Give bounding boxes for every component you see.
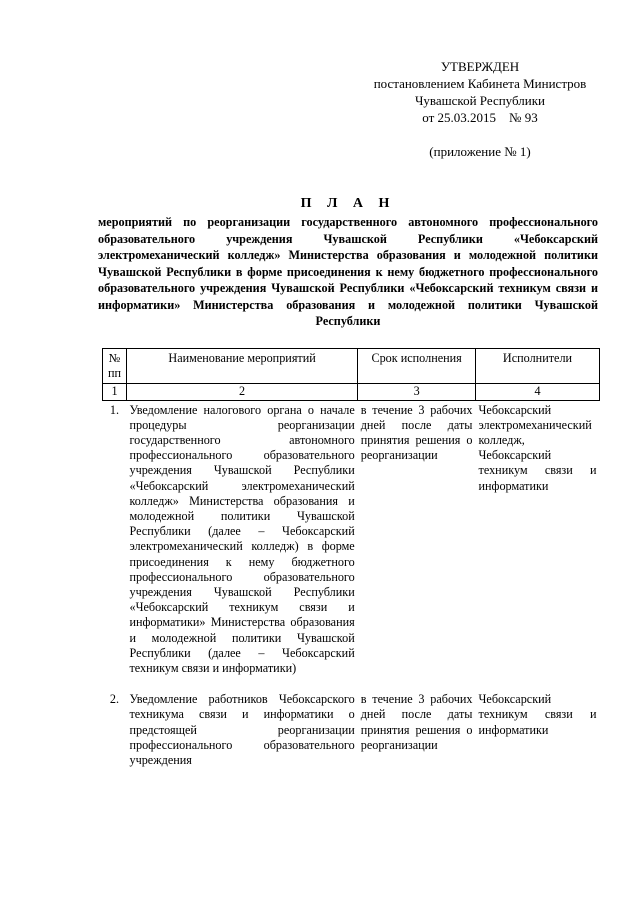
column-number: 3 — [358, 384, 476, 400]
row-executor: Чебоксарский электромеханический колледж, Чебоксарский техникум связи и информатики — [478, 402, 597, 493]
approval-date-number: от 25.03.2015 № 93 — [422, 110, 538, 125]
column-number: 2 — [126, 384, 357, 400]
plan-subtitle: мероприятий по реорганизации государственного автономного профессионального образовательного учреждения Чувашской Республики «Чебоксарский электромеханический колледж» Министерства образования и молодежной политики Чувашской Республики в форме присоединения к нему бюджетного профессионального образовательного учреждения Чувашской Республики «Чебоксарский техникум связи и информатики» Министерства образования и молодежной политики Чувашской Республики — [98, 215, 598, 328]
column-number-row — [103, 384, 600, 400]
header-activity: Наименование мероприятий — [126, 349, 357, 384]
plan-title: П Л А Н — [300, 196, 396, 211]
header-deadline: Срок исполнения — [358, 349, 476, 384]
annex-label: (приложение № 1) — [429, 144, 531, 159]
plan-table — [102, 348, 600, 770]
table-row — [103, 400, 600, 678]
row-activity: Уведомление налогового органа о начале процедуры реорганизации государственного автономного профессионального образовательного учреждения Чувашской Республики «Чебоксарский электромеханический колледж» Министерства образования и молодежной политики Чувашской Республики (далее – Чебоксарский электромеханический колледж) в форме присоединения к нему бюджетного профессионального образовательного учреждения Чувашской Республики «Чебоксарский техникум связи и информатики» Министерства образования и молодежной политики Чувашской Республики (далее – Чебоксарский техникум связи и информатики) — [129, 402, 355, 676]
table-row — [103, 690, 600, 770]
column-number: 1 — [103, 384, 127, 400]
row-activity: Уведомление работников Чебоксарского техникума связи и информатики о предстоящей реорганизации профессионального образовательного учреждения — [129, 692, 355, 768]
header-executor: Исполнители — [476, 349, 600, 384]
row-number: 2. — [109, 692, 120, 707]
approval-republic: Чувашской Республики — [414, 93, 546, 108]
row-executor: Чебоксарский техникум связи и информатики — [478, 692, 597, 737]
row-deadline: в течение 3 рабочих дней после даты принятия решения о реорганизации — [360, 402, 473, 463]
table-header-row — [103, 349, 600, 384]
header-number: № пп — [103, 349, 127, 384]
approval-heading: УТВЕРЖДЕН — [440, 59, 520, 74]
row-deadline: в течение 3 рабочих дней после даты принятия решения о реорганизации — [360, 692, 473, 752]
column-number: 4 — [476, 384, 600, 400]
approval-authority: постановлением Кабинета Министров — [373, 76, 587, 91]
approval-stamp — [330, 58, 630, 160]
plan-title-block — [98, 196, 598, 330]
row-number: 1. — [109, 402, 120, 417]
row-spacer — [103, 678, 600, 690]
